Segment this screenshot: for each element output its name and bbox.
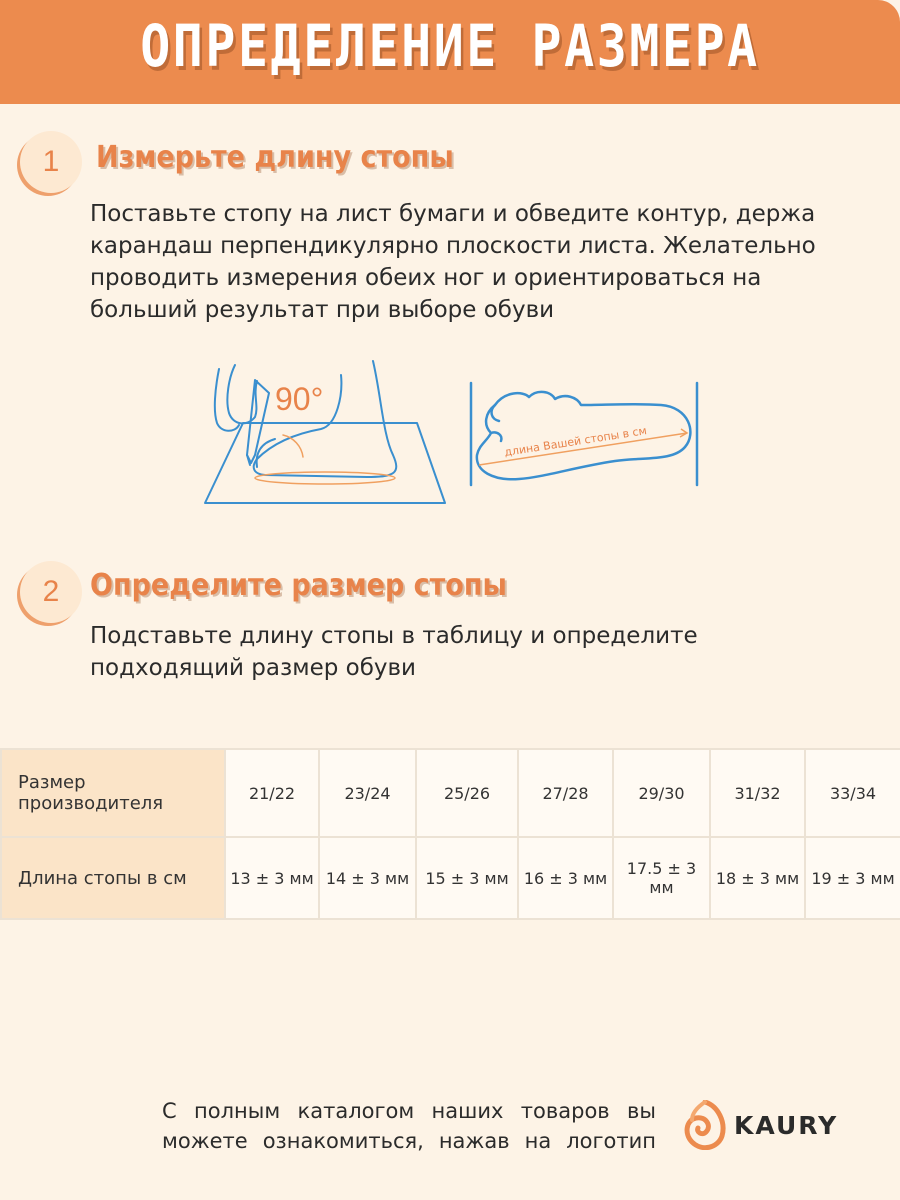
step-1-badge bbox=[20, 131, 82, 193]
logo-text: KAURY bbox=[734, 1110, 839, 1140]
step-2-title: Определите размер стопы bbox=[90, 568, 507, 603]
size-row bbox=[1, 749, 900, 837]
step-2-number: 2 bbox=[42, 575, 60, 608]
step-2-text: Подставьте длину стопы в таблицу и определите подходящий размер обуви bbox=[90, 623, 698, 681]
size-table bbox=[0, 748, 900, 920]
foot-measuring-illustration bbox=[195, 355, 455, 515]
catalog-note: С полным каталогом наших товаров вы можете ознакомиться, нажав на логотип bbox=[162, 1099, 656, 1153]
kaury-logo-link[interactable] bbox=[684, 1100, 838, 1150]
size-cell: 33/34 bbox=[805, 749, 900, 837]
footprint-illustration bbox=[465, 375, 710, 490]
length-row bbox=[1, 837, 900, 919]
size-cell: 25/26 bbox=[416, 749, 518, 837]
size-cell: 21/22 bbox=[225, 749, 319, 837]
step-1-text: Поставьте стопу на лист бумаги и обведите контур, держа карандаш перпендикулярно плоскости листа. Желательно проводить измерения обеих ног и ориентироваться на больший результат при выборе обуви bbox=[90, 201, 816, 323]
length-cell: 16 ± 3 мм bbox=[518, 837, 613, 919]
step-1-number: 1 bbox=[42, 145, 60, 178]
step-1-title: Измерьте длину стопы bbox=[96, 140, 454, 175]
length-cell: 14 ± 3 мм bbox=[319, 837, 416, 919]
shell-logo-icon bbox=[684, 1100, 726, 1150]
size-cell: 23/24 bbox=[319, 749, 416, 837]
length-cell: 18 ± 3 мм bbox=[710, 837, 805, 919]
length-cell: 17.5 ± 3 мм bbox=[613, 837, 710, 919]
size-cell: 27/28 bbox=[518, 749, 613, 837]
size-cell: 29/30 bbox=[613, 749, 710, 837]
length-cell: 15 ± 3 мм bbox=[416, 837, 518, 919]
length-row-header: Длина стопы в см bbox=[1, 837, 225, 919]
length-cell: 13 ± 3 мм bbox=[225, 837, 319, 919]
paper-sheet-outline bbox=[205, 423, 445, 503]
header-banner bbox=[0, 0, 900, 104]
size-cell: 31/32 bbox=[710, 749, 805, 837]
size-row-header: Размер производителя bbox=[1, 749, 225, 837]
length-cell: 19 ± 3 мм bbox=[805, 837, 900, 919]
page-title: ОПРЕДЕЛЕНИЕ РАЗМЕРА bbox=[140, 12, 760, 80]
footprint-length-label: длина Вашей стопы в см bbox=[503, 424, 648, 459]
step-2-badge bbox=[20, 561, 82, 623]
angle-label: 90° bbox=[275, 381, 324, 417]
